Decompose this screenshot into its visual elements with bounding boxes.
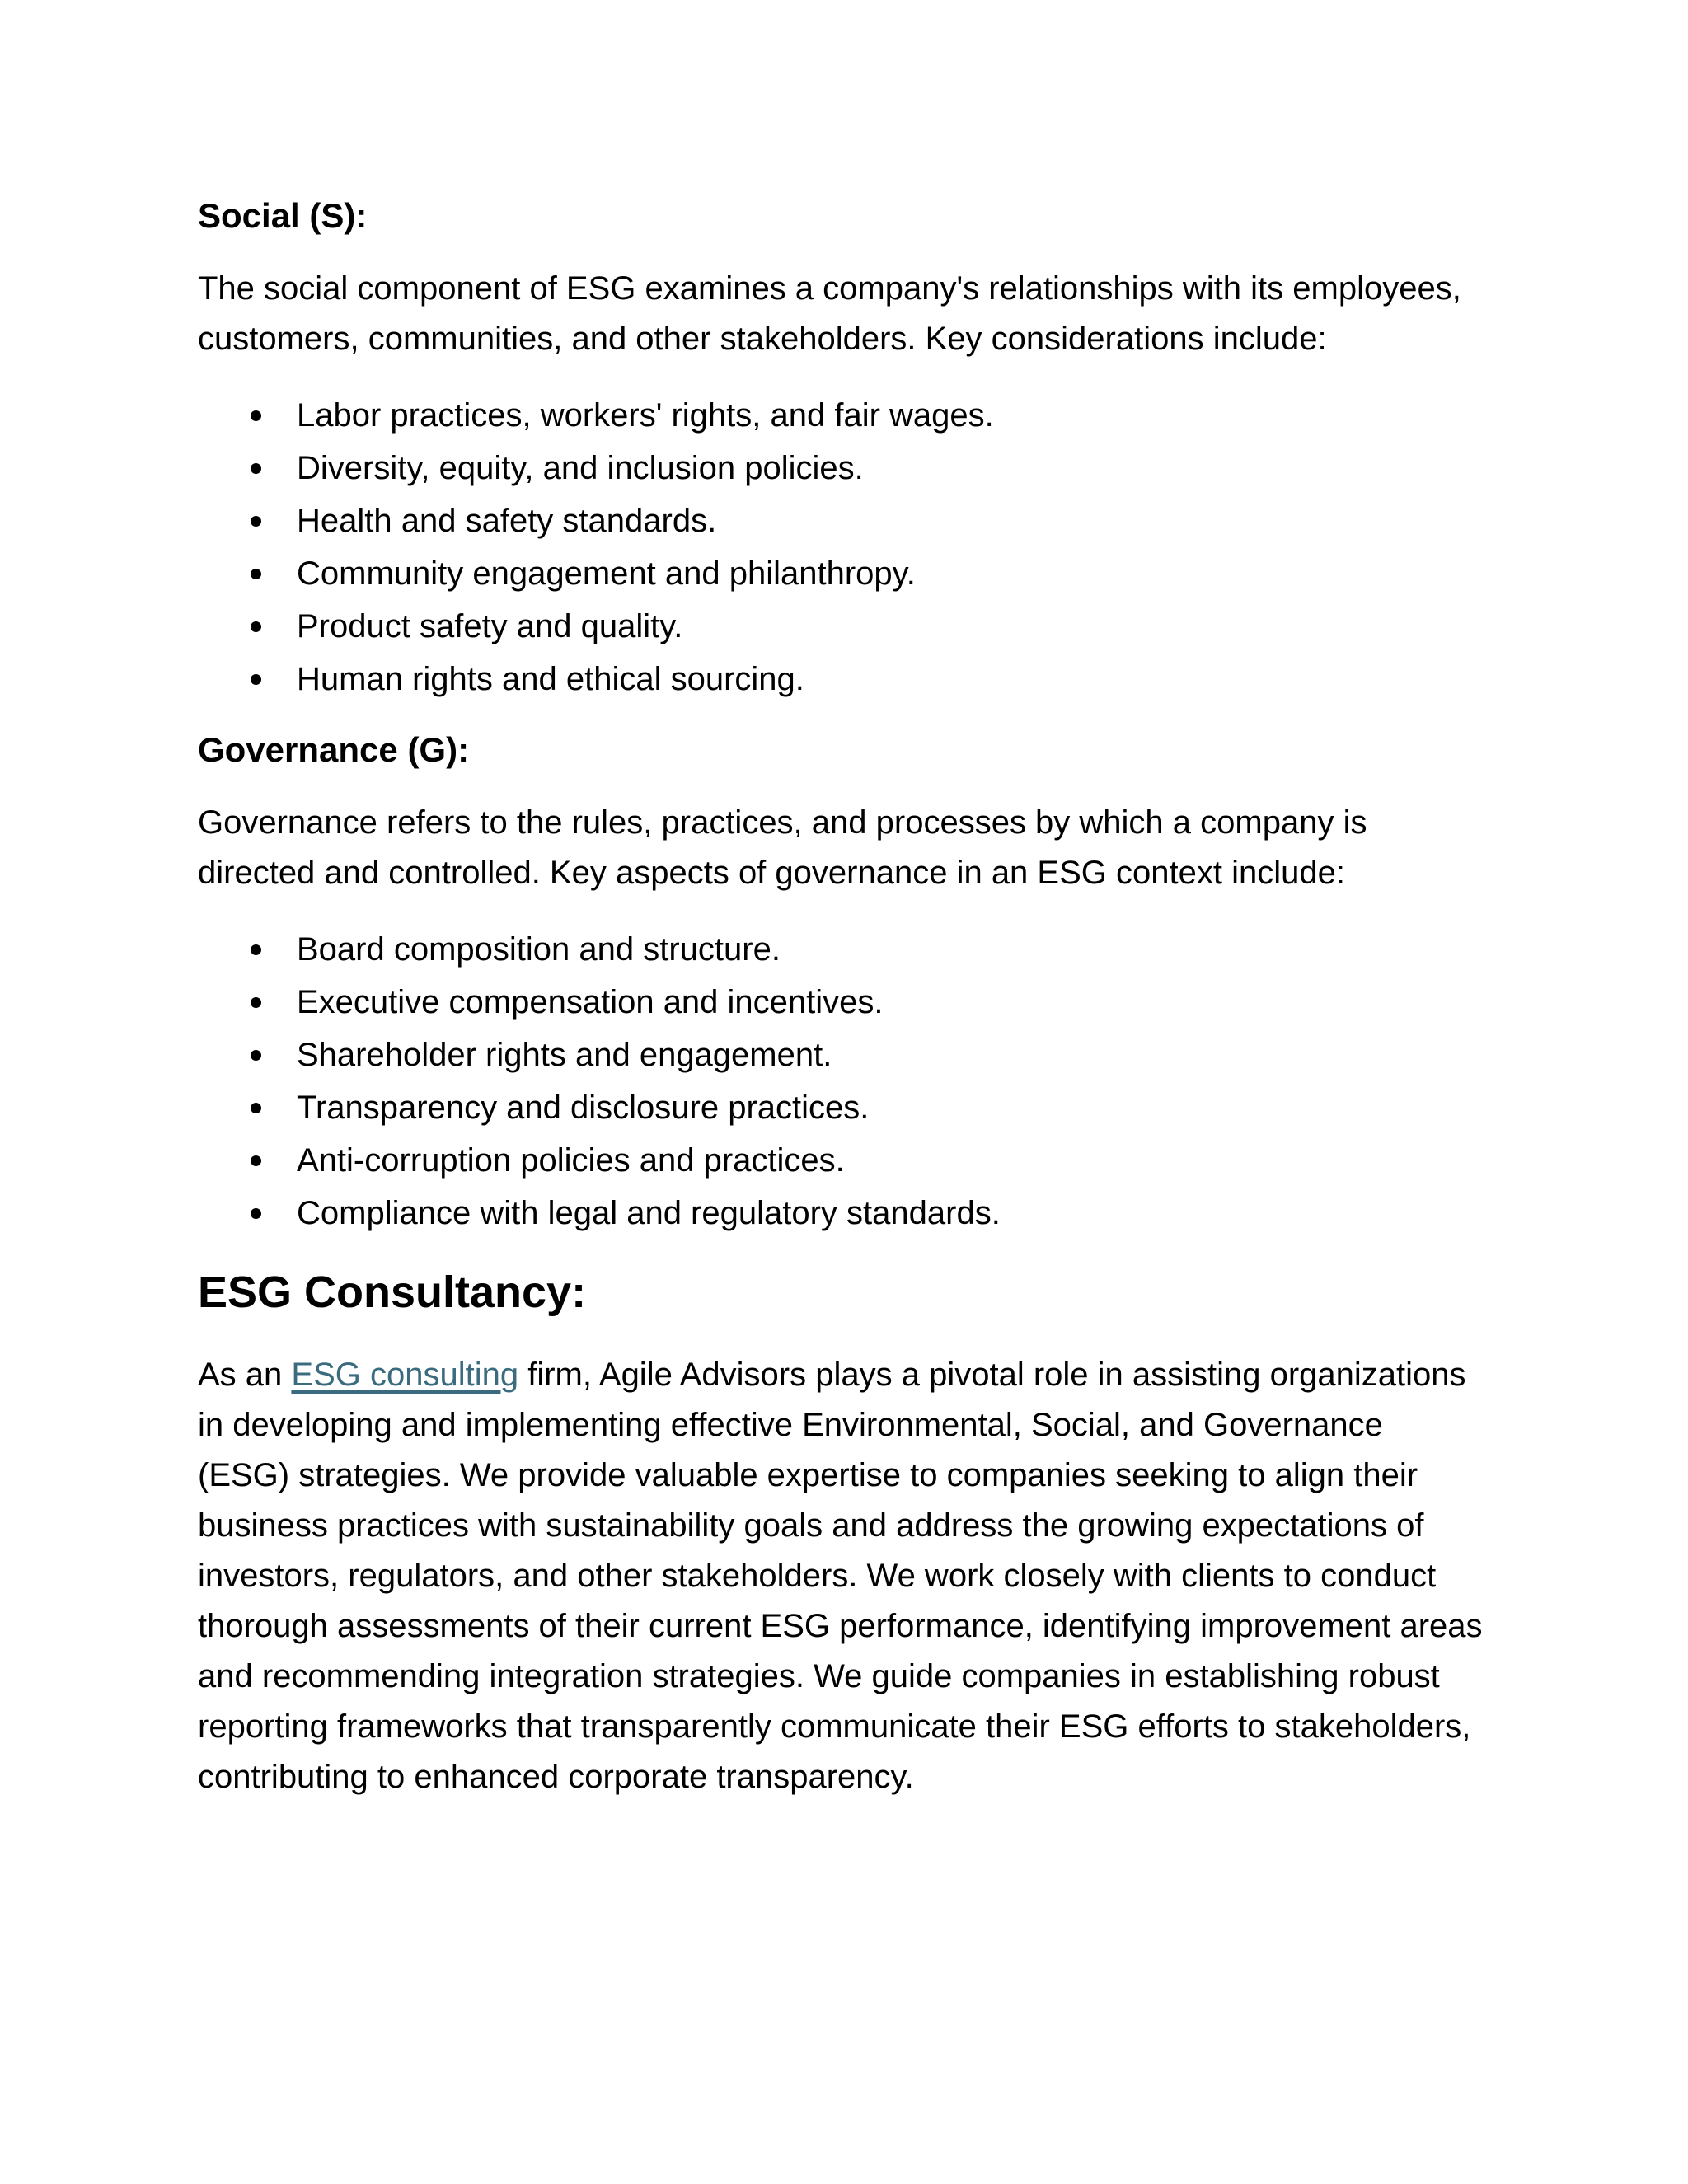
consultancy-para-prefix: As an	[198, 1357, 292, 1393]
list-item-text: Labor practices, workers' rights, and fair wages.	[297, 397, 994, 434]
consultancy-paragraph	[198, 1350, 1484, 1802]
list-item-text: Transparency and disclosure practices.	[297, 1090, 870, 1126]
list-item-text: Community engagement and philanthropy.	[297, 555, 916, 592]
list-item-text: Diversity, equity, and inclusion policies.	[297, 450, 864, 486]
list-item	[198, 442, 1484, 494]
list-item	[198, 976, 1484, 1029]
bullet-icon	[251, 674, 261, 685]
list-item	[198, 1029, 1484, 1081]
list-item	[198, 600, 1484, 653]
list-item	[198, 389, 1484, 442]
bullet-icon	[251, 621, 261, 632]
document-content	[198, 191, 1484, 1802]
list-item	[198, 1134, 1484, 1187]
bullet-icon	[251, 997, 261, 1008]
bullet-icon	[251, 1103, 261, 1113]
governance-intro: Governance refers to the rules, practices, and processes by which a company is directed and controlled. Key aspects of governance in an ESG context include:	[198, 804, 1367, 891]
list-item	[198, 1081, 1484, 1134]
list-item-text: Shareholder rights and engagement.	[297, 1037, 832, 1073]
list-item-text: Compliance with legal and regulatory standards.	[297, 1195, 1001, 1231]
list-item	[198, 547, 1484, 600]
list-item-text: Executive compensation and incentives.	[297, 984, 884, 1020]
consultancy-para-body: firm, Agile Advisors plays a pivotal role in assisting organizations in developing and implementing effective Environmental, Social, and Governance (ESG) strategies. We provide valuable expertise to companies seeking to align their business practices with sustainability goals and address the growing expectations of investors, regulators, and other stakeholders. We work closely with clients to conduct thorough assessments of their current ESG performance, identifying improvement areas and recommending integration strategies. We guide companies in establishing robust reporting frameworks that transparently communicate their ESG efforts to stakeholders, contributing to enhanced corporate transparency.	[198, 1357, 1483, 1795]
social-intro: The social component of ESG examines a company's relationships with its employees, customers, communities, and other stakeholders. Key considerations include:	[198, 270, 1461, 357]
bullet-icon	[251, 463, 261, 474]
governance-list	[198, 923, 1484, 1240]
list-item-text: Board composition and structure.	[297, 931, 781, 968]
governance-heading: Governance (G):	[198, 730, 470, 769]
list-item-text: Anti-corruption policies and practices.	[297, 1142, 845, 1179]
bullet-icon	[251, 516, 261, 527]
bullet-icon	[251, 1155, 261, 1166]
list-item-text: Human rights and ethical sourcing.	[297, 661, 804, 697]
list-item	[198, 1187, 1484, 1240]
bullet-icon	[251, 569, 261, 579]
list-item	[198, 653, 1484, 705]
esg-consulting-link[interactable]: ESG consulting	[291, 1357, 519, 1393]
list-item	[198, 494, 1484, 547]
social-list	[198, 389, 1484, 705]
consultancy-heading: ESG Consultancy:	[198, 1268, 587, 1317]
bullet-icon	[251, 1208, 261, 1219]
bullet-icon	[251, 944, 261, 955]
bullet-icon	[251, 1050, 261, 1061]
list-item	[198, 923, 1484, 976]
list-item-text: Product safety and quality.	[297, 608, 683, 644]
bullet-icon	[251, 410, 261, 421]
social-heading: Social (S):	[198, 196, 368, 235]
list-item-text: Health and safety standards.	[297, 503, 717, 539]
